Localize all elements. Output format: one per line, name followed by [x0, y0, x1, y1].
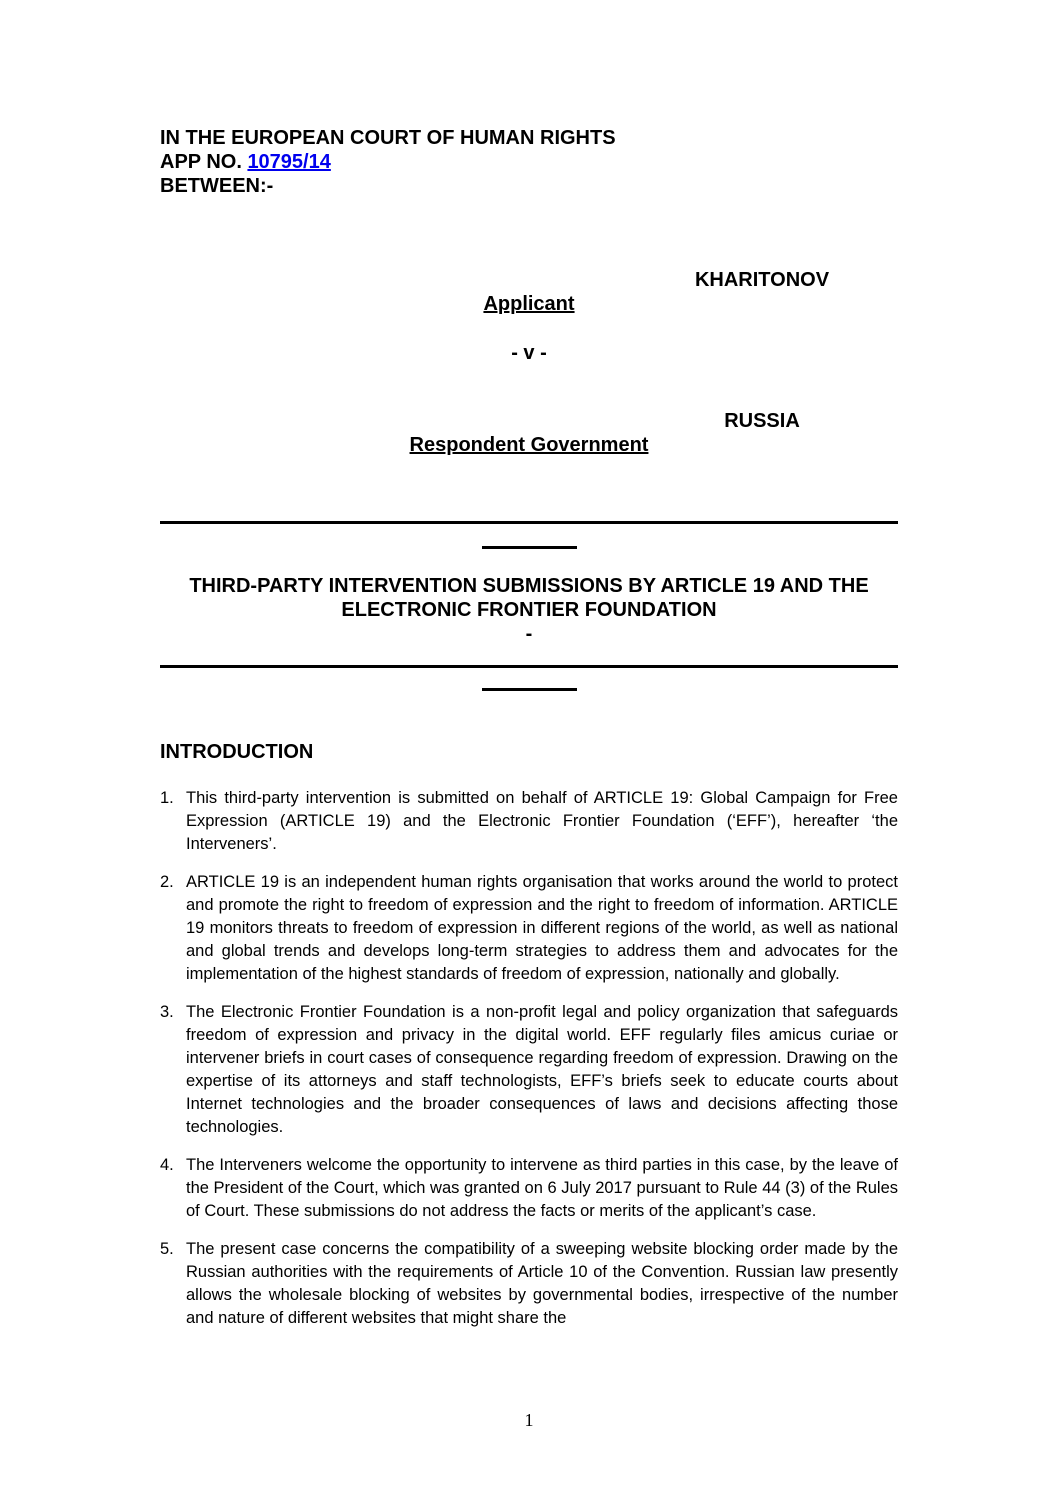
paragraph-text: The Electronic Frontier Foundation is a non-profit legal and policy organization that safeguards freedom of expression and privacy in the digital world. EFF regularly files amicus curiae or intervener briefs in court cases of consequence regarding freedom of expression. Drawing on the expertise of its attorneys and staff technologists, EFF’s briefs seek to educate courts about Internet technologies and the broader consequences of laws and decisions affecting those technologies. [186, 1003, 898, 1136]
paragraph-item-4 [160, 1154, 898, 1223]
horizontal-rule-short-bottom [482, 688, 577, 691]
introduction-paragraph-list [160, 787, 898, 1330]
paragraph-number: 2. [160, 873, 174, 891]
paragraph-number: 4. [160, 1156, 174, 1174]
document-title: THIRD-PARTY INTERVENTION SUBMISSIONS BY ARTICLE 19 AND THE ELECTRONIC FRONTIER FOUNDATION [189, 575, 869, 621]
paragraph-text: The Interveners welcome the opportunity to intervene as third parties in this case, by the leave of the President of the Court, which was granted on 6 July 2017 pursuant to Rule 44 (3) of the Rules of Court. These submissions do not address the facts or merits of the applicant’s case. [186, 1156, 898, 1220]
paragraph-number: 3. [160, 1003, 174, 1021]
horizontal-rule-top [160, 521, 898, 524]
app-number-label: APP NO. [160, 151, 248, 173]
horizontal-rule-bottom [160, 665, 898, 668]
paragraph-text: ARTICLE 19 is an independent human rights organisation that works around the world to protect and promote the right to freedom of expression and the right to freedom of information. ARTICLE 19 monitors threats to freedom of expression in different regions of the world, as well as national and global trends and develops long-term strategies to address them and advocates for the implementation of the highest standards of freedom of expression, nationally and globally. [186, 873, 898, 983]
app-number-line [160, 150, 898, 174]
section-heading-introduction: INTRODUCTION [160, 741, 314, 763]
paragraph-item-5 [160, 1238, 898, 1330]
respondent-role [160, 433, 898, 457]
horizontal-rule-short-top [482, 546, 577, 549]
case-header [160, 126, 898, 198]
paragraph-text: This third-party intervention is submitted on behalf of ARTICLE 19: Global Campaign for Free Expression (ARTICLE 19) and the Electronic Frontier Foundation (‘EFF’), hereafter ‘the Interveners’. [186, 789, 898, 853]
document-content [160, 126, 898, 1345]
applicant-block [160, 268, 898, 316]
court-title: IN THE EUROPEAN COURT OF HUMAN RIGHTS [160, 127, 616, 149]
paragraph-text: The present case concerns the compatibility of a sweeping website blocking order made by the Russian authorities with the requirements of Article 10 of the Convention. Russian law presently allows the wholesale blocking of websites by governmental bodies, irrespective of the number and nature of different websites that might share the [186, 1240, 898, 1327]
respondent-name: RUSSIA [724, 410, 800, 432]
applicant-role-label: Applicant [483, 293, 575, 315]
versus-label: - v - [511, 342, 547, 364]
title-dash: - [525, 623, 533, 645]
paragraph-item-2 [160, 871, 898, 986]
respondent-role-label: Respondent Government [409, 434, 649, 456]
page-number: 1 [524, 1410, 534, 1430]
paragraph-item-1 [160, 787, 898, 856]
between-label: BETWEEN:- [160, 175, 274, 197]
paragraph-number: 5. [160, 1240, 174, 1258]
app-number-link[interactable]: 10795/14 [247, 151, 331, 173]
paragraph-item-3 [160, 1001, 898, 1139]
applicant-name: KHARITONOV [694, 269, 830, 291]
applicant-role [160, 292, 898, 316]
paragraph-number: 1. [160, 789, 174, 807]
respondent-block [160, 409, 898, 457]
